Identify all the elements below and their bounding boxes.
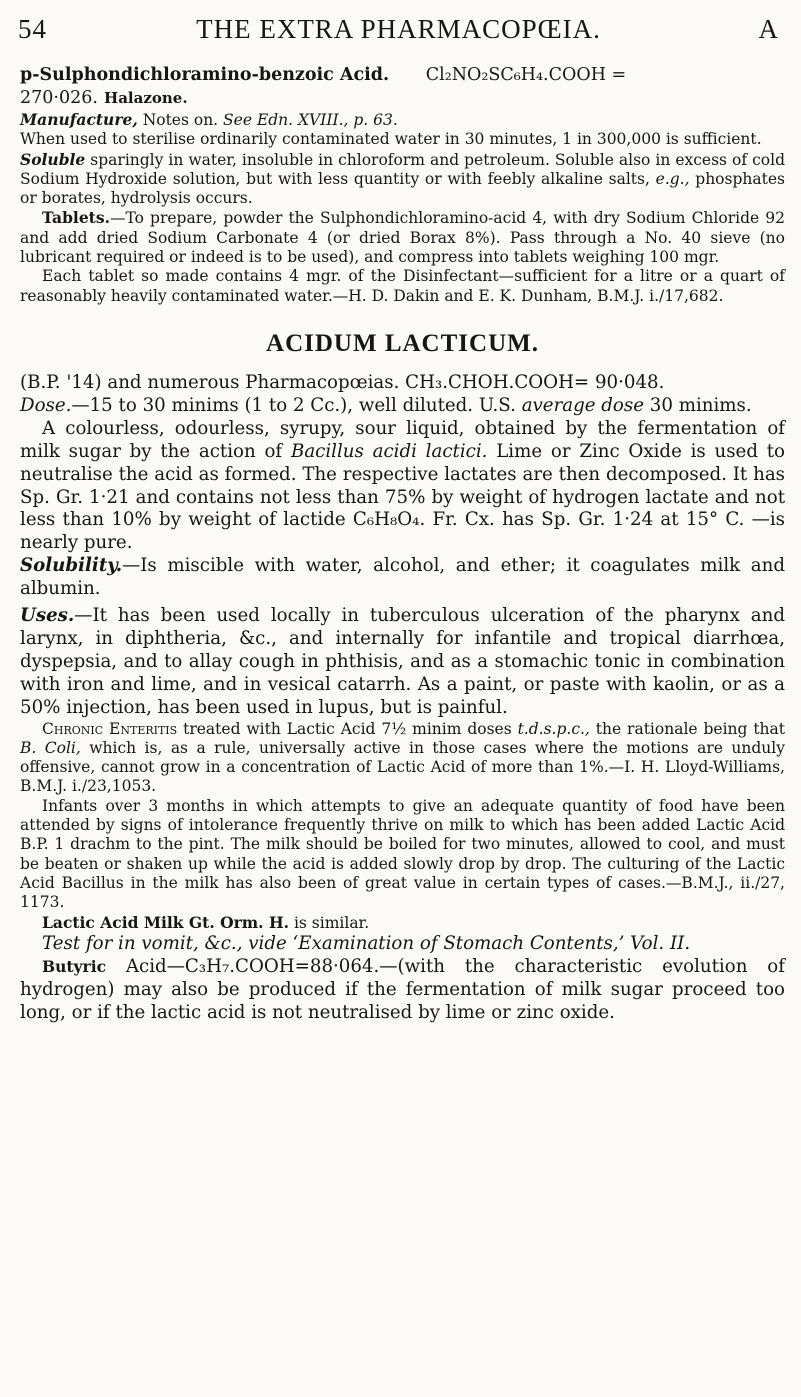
desc-a: A colourless, odourless, syrupy, sour liquid, obtained by the fermentation of milk sugar by the action of xyxy=(20,417,785,462)
halazone-formula: Cl₂NO₂SC₆H₄.COOH = xyxy=(425,65,627,85)
halazone-weight-line xyxy=(20,87,785,110)
tablets-text: —To prepare, powder the Sulphondichloramino-acid 4, with dry Sodium Chloride 92 and add dried Sodium Carbonate 4 (or dried Borax 8%). Pass through a No. 40 sieve (no lubricant required or indeed is to be used), and compress into tablets weighing 100 mgr. xyxy=(20,209,785,267)
dose-para xyxy=(20,395,785,418)
tablets-para xyxy=(20,208,785,267)
butyric-label: Butyric xyxy=(42,956,107,976)
chronic-c: which is, as a rule, universally active in those cases where the motions are unduly offensive, cannot grow in a concentration of Lactic Acid of more than 1%.—I. H. Lloyd-Williams, B.M.J. i./23,1053. xyxy=(20,738,785,796)
soluble-text-b: phosphates or borates, hydrolysis occurs. xyxy=(20,169,785,208)
chronic-b: the rationale being that xyxy=(595,719,786,738)
tablets-label: Tablets. xyxy=(42,208,110,228)
dose-average: average dose xyxy=(521,394,644,416)
manufacture-para xyxy=(20,110,785,130)
halazone-alias: Halazone. xyxy=(104,89,188,107)
desc-b: Lime or Zinc Oxide is used to neutralise the acid as formed. The respective lactates are then decomposed. It has Sp. Gr. 1·21 and contains not less than 75% by weight of hydrogen lactate and not less than 10% by weight of lactide C₆H₈O₄. Fr. Cx. has Sp. Gr. 1·24 at 15° C. —is nearly pure. xyxy=(20,440,785,554)
butyric-text: Acid—C₃H₇.COOH=88·064.—(with the characteristic evolution of hydrogen) may also be produced if the fermentation of milk sugar proceed too long, or if the lactic acid is not neutralised by lime or zinc oxide. xyxy=(20,955,785,1023)
halazone-name: p-Sulphondichloramino-benzoic Acid. xyxy=(20,65,390,85)
uses-text: —It has been used locally in tuberculous ulceration of the pharynx and larynx, in diphtheria, &c., and internally for infantile and tropical diarrhœa, dyspepsia, and to allay cough in phthisis, and as a stomachic tonic in combination with iron and lime, and in vesical catarrh. As a paint, or paste with kaolin, or as a 50% injection, has been used in lupus, but is painful. xyxy=(20,605,785,718)
chronic-tds: t.d.s.p.c., xyxy=(517,719,590,738)
halazone-mol-weight: 270·026. xyxy=(20,88,98,108)
manufacture-label: Manufacture, xyxy=(20,110,138,129)
dose-tail: 30 minims. xyxy=(649,394,752,416)
solubility-text: —Is miscible with water, alcohol, and ether; it coagulates milk and albumin. xyxy=(20,555,785,600)
manufacture-ref: See Edn. XVIII., p. 63. xyxy=(223,111,398,129)
desc-bacillus: Bacillus acidi lactici. xyxy=(290,440,488,462)
sterilise-para: When used to sterilise ordinarily contaminated water in 30 minutes, 1 in 300,000 is sufficient. xyxy=(20,130,762,149)
milk-text: is similar. xyxy=(293,913,370,932)
acidum-heading: ACIDUM LACTICUM. xyxy=(266,329,539,357)
soluble-text-a: sparingly in water, insoluble in chloroform and petroleum. Soluble also in excess of cold Sodium Hydroxide solution, but with less quantity or with feebly alkaline salts, xyxy=(20,150,785,188)
manufacture-text: Notes on. xyxy=(142,111,219,129)
infants-para: Infants over 3 months in which attempts to give an adequate quantity of food have been attended by signs of intolerance frequently thrive on milk to which has been added Lactic Acid B.P. 1 drachm to the pint. The milk should be boiled for two minutes, allowed to cool, and must be beaten or shaken up while the acid is added slowly drop by drop. The culturing of the Lactic Acid Bacillus in the milk has also been of great value in certain types of cases.—B.M.J., ii./27, 1173. xyxy=(20,796,785,912)
chronic-a: treated with Lactic Acid 7½ minim doses xyxy=(183,719,512,738)
dose-label: Dose. xyxy=(20,394,72,416)
chronic-label: Chronic Enteritis xyxy=(42,719,178,738)
soluble-label: Soluble xyxy=(20,149,86,169)
page-body xyxy=(20,64,785,1024)
running-title: THE EXTRA PHARMACOPŒIA. xyxy=(196,14,601,44)
dose-text: —15 to 30 minims (1 to 2 Cc.), well diluted. U.S. xyxy=(71,394,516,416)
milk-label: Lactic Acid Milk Gt. Orm. H. xyxy=(42,912,290,932)
chronic-para xyxy=(20,720,785,797)
acidum-intro: (B.P. '14) and numerous Pharmacopœias. CH₃.CHOH.COOH= 90·048. xyxy=(20,371,665,393)
each-tablet-para: Each tablet so made contains 4 mgr. of the Disinfectant—sufficient for a litre or a quart of reasonably heavily contaminated water.—H. D. Dakin and E. K. Dunham, B.M.J. i./17,682. xyxy=(20,267,785,305)
description-para xyxy=(20,418,785,555)
uses-label: Uses. xyxy=(20,605,75,627)
soluble-eg: e.g., xyxy=(655,169,690,188)
page-number: 54 xyxy=(18,14,47,44)
solubility-para xyxy=(20,555,785,601)
butyric-para xyxy=(20,956,785,1025)
halazone-title xyxy=(20,64,785,87)
section-letter: A xyxy=(758,14,779,44)
soluble-para xyxy=(20,150,785,209)
uses-para xyxy=(20,605,785,720)
running-header xyxy=(18,14,779,50)
solubility-label: Solubility. xyxy=(20,555,123,577)
milk-para xyxy=(20,913,785,933)
chronic-bcoli: B. Coli, xyxy=(20,738,81,757)
test-para: Test for in vomit, &c., vide ‘Examination of Stomach Contents,’ Vol. II. xyxy=(42,932,691,954)
